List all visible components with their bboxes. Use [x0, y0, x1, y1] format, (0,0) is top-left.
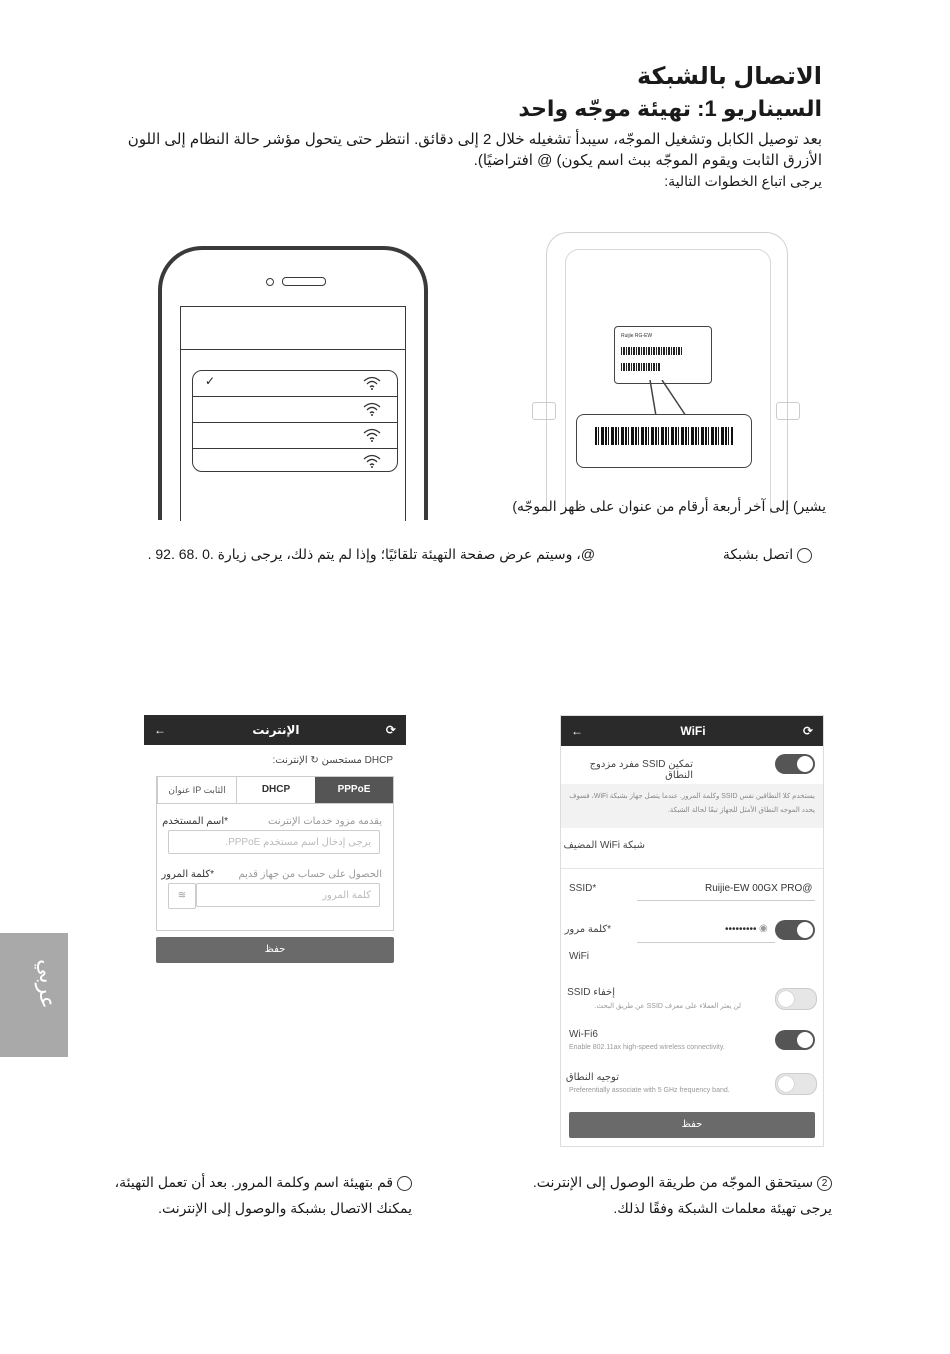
internet-settings-screenshot [144, 715, 406, 970]
wifi-row [193, 371, 397, 397]
wifi-app-title: WiFi [680, 724, 706, 738]
password-sub: WiFi [569, 951, 589, 962]
password-input[interactable]: كلمة المرور [196, 883, 380, 907]
dual-band-info [561, 784, 823, 828]
wifi-app-bar [561, 716, 823, 746]
label-brand: Ruijie [621, 333, 634, 339]
label-model: RG-EW [634, 333, 653, 339]
internet-app-title: الإنترنت [252, 723, 300, 737]
username-input[interactable]: يرجى إدخال اسم مستخدم PPPoE. [168, 830, 380, 854]
info-text-2: يحدد الموجه النطاق الأمثل للجهاز تبعًا لحالة الشبكة. [667, 807, 815, 814]
guest-wifi-label: شبكة WiFi المضيف [563, 840, 645, 851]
band-steering-toggle[interactable] [775, 1073, 817, 1095]
step1-circle-icon [797, 548, 812, 563]
dhcp-recommended: DHCP مستحسن ↻ الإنترنت: [272, 755, 393, 766]
step1-connect: اتصل بشبكة [722, 546, 794, 562]
info-text-1: يستخدم كلا النطاقين نفس SSID وكلمة المرور. عندما يتصل جهاز بشبكة WiFi، فسوف [569, 793, 815, 800]
username-hint: يقدمه مزود خدمات الإنترنت [268, 816, 382, 827]
password-hint: الحصول على حساب من جهاز قديم [238, 869, 382, 880]
internet-tabs [156, 776, 394, 804]
password-label: *كلمة المرور [161, 869, 214, 880]
label-barcode-2 [621, 363, 661, 371]
wifi-save-button[interactable]: حفظ [569, 1112, 815, 1138]
wifi-network-list [192, 370, 398, 472]
phone-speaker [282, 277, 326, 286]
internet-save-button[interactable]: حفظ [156, 937, 394, 963]
back-arrow-icon[interactable]: ← [154, 723, 166, 737]
ssid-label: SSID* [569, 883, 597, 894]
scenario-heading: السيناريو 1: تهيئة موجّه واحد [518, 96, 822, 121]
intro-line-2: الأزرق الثابت ويقوم الموجّه ببث اسم يكون) @ افتراضيًا). [473, 152, 822, 169]
tab-dhcp[interactable]: DHCP [236, 777, 315, 803]
step2-text-1: سيتحقق الموجّه من طريقة الوصول إلى الإنترنت. [532, 1174, 814, 1190]
wifi6-label: Wi-Fi6 [569, 1029, 598, 1040]
step2-number: 2 [817, 1176, 832, 1191]
step3-circle-icon [397, 1176, 412, 1191]
callout-barcode [595, 427, 733, 445]
hide-ssid-sub: لن يعثر العملاء على معرف SSID عن طريق البحث. [594, 1003, 741, 1010]
back-arrow-icon[interactable]: ← [571, 724, 583, 738]
step3-text-1: قم بتهيئة اسم وكلمة المرور. بعد أن تعمل التهيئة، [114, 1174, 394, 1190]
tab-pppoe[interactable]: PPPoE [315, 777, 393, 803]
side-tab-label: عربي [34, 959, 60, 1009]
wifi-icon [363, 402, 381, 416]
router-clip-left [532, 402, 556, 420]
wifi-icon [363, 428, 381, 442]
band-steering-sub: Preferentially associate with 5 GHz frequency band. [569, 1087, 730, 1094]
wifi-row [193, 449, 397, 474]
ssid-input[interactable]: Ruijie-EW 00GX PRO@ [705, 883, 813, 894]
step3-line-1 [115, 1174, 412, 1191]
internet-app-bar [144, 715, 406, 745]
password-label: *كلمة مرور [564, 924, 611, 935]
router-note: يشير) إلى آخر أربعة أرقام من عنوان على ظهر الموجّه) [512, 498, 826, 514]
router-clip-right [776, 402, 800, 420]
step1-text: @، وسيتم عرض صفحة التهيئة تلقائيًا؛ وإذا لم يتم ذلك، يرجى زيارة .0 .68 .92 . [147, 546, 596, 562]
refresh-icon[interactable]: ⟳ [385, 723, 396, 737]
router-label-callout [576, 414, 752, 468]
label-barcode-1 [621, 347, 683, 355]
password-input[interactable]: ••••••••• [725, 924, 757, 935]
intro-line-1: بعد توصيل الكابل وتشغيل الموجّه، سيبدأ تشغيله خلال 2 إلى دقائق. انتظر حتى يتحول مؤشر حالة النظام إلى اللون [127, 131, 822, 148]
step3-line-2: يمكنك الاتصال بشبكة والوصول إلى الإنترنت. [158, 1200, 412, 1216]
password-toggle[interactable] [775, 920, 815, 940]
step2-line-2: يرجى تهيئة معلمات الشبكة وفقًا لذلك. [613, 1200, 832, 1216]
step2-line-1 [533, 1174, 832, 1191]
wifi-row [193, 423, 397, 449]
wifi-row [193, 397, 397, 423]
phone-camera [266, 278, 274, 286]
username-label: *اسم المستخدم [162, 816, 228, 827]
band-steering-label: توجيه النطاق [565, 1072, 619, 1083]
dual-band-toggle[interactable] [775, 754, 815, 774]
intro-line-3: يرجى اتباع الخطوات التالية: [664, 173, 822, 189]
eye-icon[interactable]: ◉ [759, 923, 768, 934]
wifi-settings-screenshot [560, 715, 824, 1147]
check-icon: ✓ [205, 374, 216, 388]
hide-ssid-toggle[interactable] [775, 988, 817, 1010]
wifi6-sub: Enable 802.11ax high-speed wireless connectivity. [569, 1044, 725, 1051]
dual-band-label: تمكين SSID مفرد مزدوج النطاق [589, 759, 693, 781]
tab-static-ip[interactable]: عنوان IP الثابت [157, 777, 236, 803]
language-side-tab [0, 933, 68, 1057]
router-label-card [614, 326, 712, 384]
page-title: الاتصال بالشبكة [636, 63, 822, 90]
phone-illustration [158, 246, 428, 520]
wifi-icon [363, 454, 381, 468]
wifi6-toggle[interactable] [775, 1030, 815, 1050]
eye-off-icon[interactable]: ≋ [168, 883, 196, 909]
wifi-icon [363, 376, 381, 390]
refresh-icon[interactable]: ⟳ [802, 724, 813, 738]
hide-ssid-label: إخفاء SSID [567, 987, 615, 998]
step1 [148, 546, 812, 563]
